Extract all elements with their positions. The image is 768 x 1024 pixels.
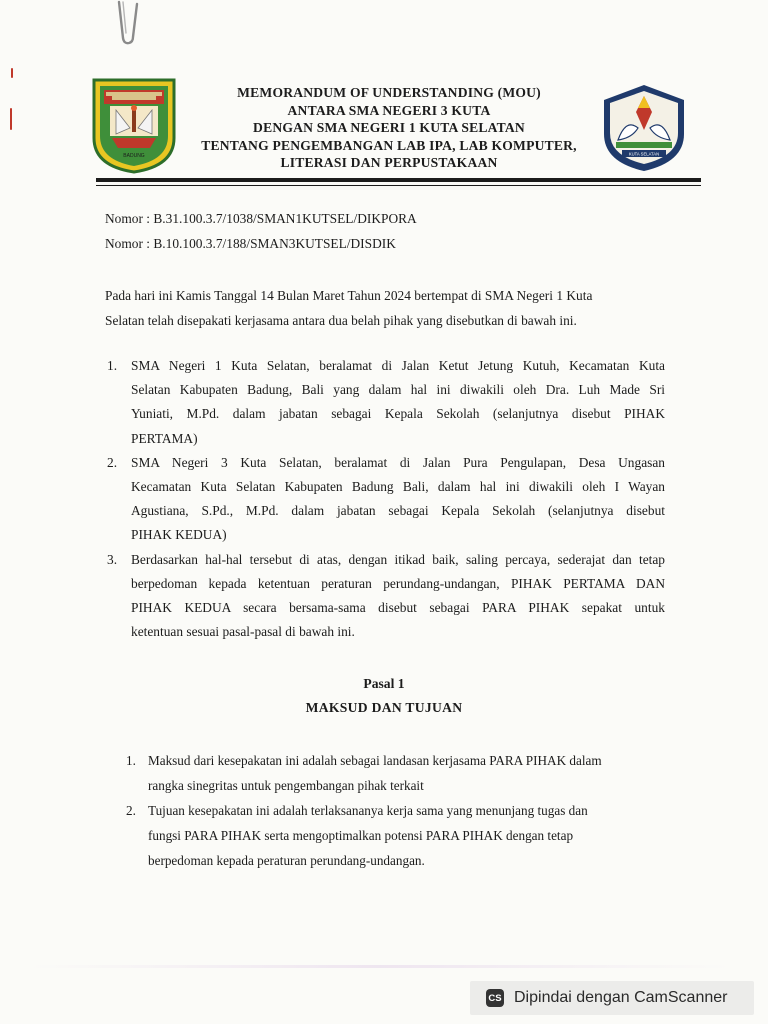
list-line: Selatan Kabupaten Badung, Bali yang dalam hal ini diwakili oleh Dra. Luh Made Sri xyxy=(131,382,665,398)
list-item xyxy=(107,548,665,645)
list-number: 1. xyxy=(126,753,136,768)
paper-clip-icon xyxy=(112,0,142,48)
list-number: 3. xyxy=(107,551,118,567)
camscanner-watermark xyxy=(470,981,754,1015)
list-line: Kecamatan Kuta Selatan Kabupaten Badung Bali, dalam hal ini diwakili oleh I Wayan xyxy=(131,479,665,495)
list-line: fungsi PARA PIHAK serta mengoptimalkan potensi PARA PIHAK dengan tetap xyxy=(148,828,574,843)
intro-paragraph xyxy=(105,283,670,333)
kuta-selatan-logo xyxy=(598,82,690,174)
list-line: SMA Negeri 1 Kuta Selatan, beralamat di Jalan Ketut Jetung Kutuh, Kecamatan Kuta xyxy=(131,358,665,373)
article-list xyxy=(126,748,668,873)
margin-mark xyxy=(10,108,12,130)
logo-left-text: BADUNG xyxy=(123,153,145,159)
intro-line: Pada hari ini Kamis Tanggal 14 Bulan Maret Tahun 2024 bertempat di SMA Negeri 1 Kuta xyxy=(105,288,593,303)
article-subtitle: MAKSUD DAN TUJUAN xyxy=(305,700,463,715)
parties-list xyxy=(107,354,665,644)
header-line: TENTANG PENGEMBANGAN LAB IPA, LAB KOMPUTER, xyxy=(201,137,577,153)
list-line: rangka sinegritas untuk pengembangan pihak terkait xyxy=(148,778,424,793)
list-line: ketentuan sesuai pasal-pasal di bawah ini. xyxy=(131,624,355,640)
list-line: PIHAK KEDUA) xyxy=(131,527,227,543)
intro-line: Selatan telah disepakati kerjasama antara dua belah pihak yang disebutkan di bawah ini. xyxy=(105,313,577,328)
list-line: berpedoman kepada peraturan perundang-undangan. xyxy=(148,853,425,868)
list-line: Agustiana, S.Pd., M.Pd. dalam jabatan sebagai Kepala Sekolah (selanjutnya disebut xyxy=(131,503,665,519)
header-line: ANTARA SMA NEGERI 3 KUTA xyxy=(287,102,491,118)
header-rule-thin xyxy=(96,185,701,186)
list-line: PERTAMA) xyxy=(131,430,198,446)
list-line: Tujuan kesepakatan ini adalah terlaksananya kerja sama yang menunjang tugas dan xyxy=(148,803,588,818)
document-header xyxy=(180,84,598,172)
header-line: DENGAN SMA NEGERI 1 KUTA SELATAN xyxy=(253,120,525,135)
logo-right-text: KUTA SELATAN xyxy=(628,151,660,157)
list-line: Maksud dari kesepakatan ini adalah sebagai landasan kerjasama PARA PIHAK dalam xyxy=(148,753,602,768)
reference-number: Nomor : B.10.100.3.7/188/SMAN3KUTSEL/DISDIK xyxy=(105,236,396,251)
list-line: PIHAK KEDUA secara bersama-sama disebut sebagai PARA PIHAK sepakat untuk xyxy=(131,600,665,616)
margin-mark xyxy=(11,68,13,78)
list-item xyxy=(107,354,665,451)
reference-number: Nomor : B.31.100.3.7/1038/SMAN1KUTSEL/DIKPORA xyxy=(105,211,417,226)
list-line: SMA Negeri 3 Kuta Selatan, beralamat di Jalan Pura Pengulapan, Desa Ungasan xyxy=(131,454,665,470)
list-number: 2. xyxy=(107,454,118,470)
list-item xyxy=(126,748,668,798)
camscanner-icon: CS xyxy=(486,989,504,1007)
badung-regency-logo xyxy=(90,76,178,174)
list-line: Berdasarkan hal-hal tersebut di atas, dengan itikad baik, saling percaya, sederajat dan tetap xyxy=(131,551,665,567)
camscanner-label: Dipindai dengan CamScanner xyxy=(514,989,728,1006)
list-item xyxy=(107,451,665,548)
header-line: LITERASI DAN PERPUSTAKAAN xyxy=(280,155,498,170)
article-title: Pasal 1 xyxy=(363,676,405,691)
list-line: Yuniati, M.Pd. dalam jabatan sebagai Kepala Sekolah (selanjutnya disebut PIHAK xyxy=(131,406,665,422)
list-number: 2. xyxy=(126,803,136,818)
header-rule-thick xyxy=(96,178,701,182)
header-line: MEMORANDUM OF UNDERSTANDING (MOU) xyxy=(237,85,541,100)
scan-artifact xyxy=(30,965,730,968)
list-line: berpedoman kepada ketentuan peraturan perundang-undangan, PIHAK PERTAMA DAN xyxy=(131,575,665,591)
list-item xyxy=(126,798,668,873)
list-number: 1. xyxy=(107,358,118,373)
